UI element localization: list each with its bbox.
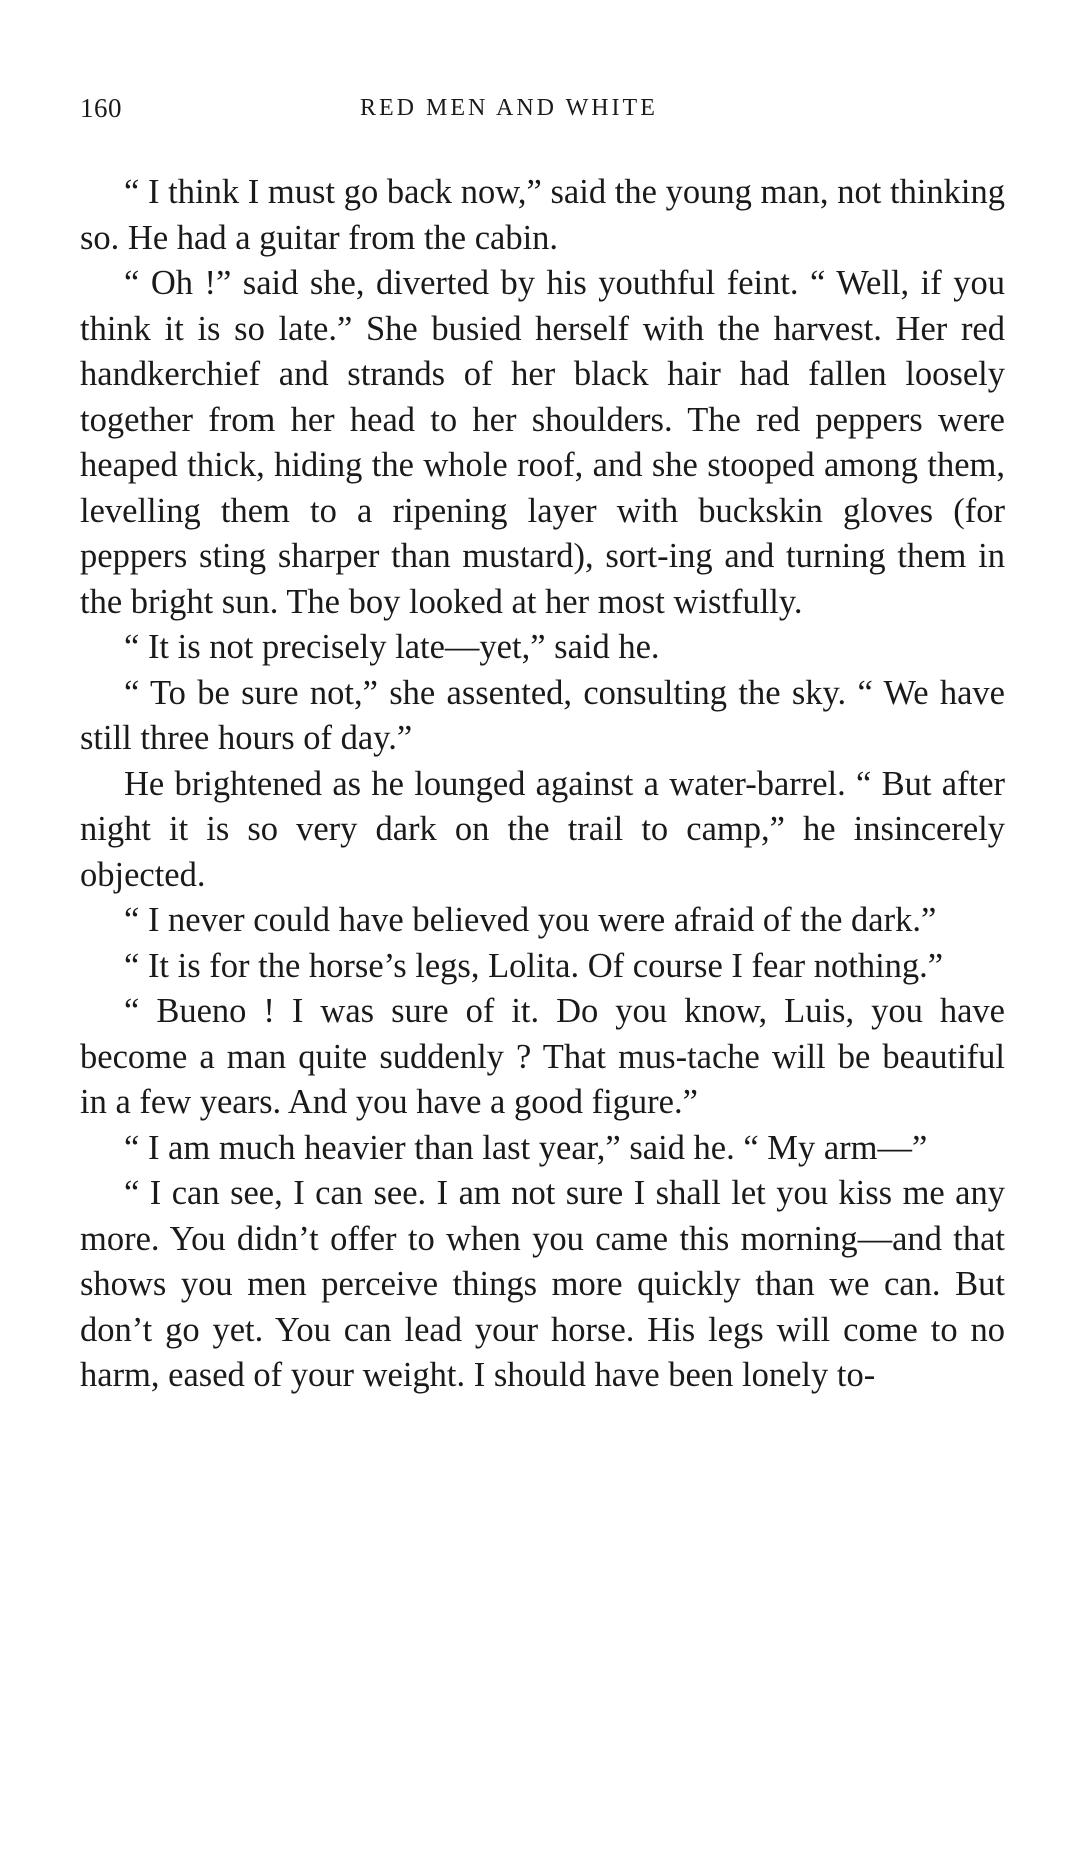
paragraph: “ I never could have believed you were afraid of the dark.” [124,901,937,939]
paragraph: “ I can see, I can see. I am not sure I shall let you kiss me any more. You didn’t offer to when you came this morning—and that shows you men perceive things more quickly than we can. But don’t go yet. You can lead your horse. His legs will come to no harm, eased of your weight. I should have been lonely to- [80,1174,1005,1394]
body-text [80,170,1005,1399]
book-title: RED MEN AND WHITE [360,95,658,121]
page-number: 160 [80,93,122,123]
paragraph: “ Bueno ! I was sure of it. Do you know, Luis, you have become a man quite suddenly ? That mus-tache will be beautiful in a few years. And you have a good figure.” [80,992,1005,1121]
running-head [80,93,1010,133]
paragraph: “ I think I must go back now,” said the young man, not thinking so. He had a guitar from the cabin. [80,173,1005,257]
paragraph: He brightened as he lounged against a water-barrel. “ But after night it is so very dark on the trail to camp,” he insincerely objected. [80,764,1005,894]
paragraph: “ It is not precisely late—yet,” said he. [124,628,660,666]
paragraph: “ I am much heavier than last year,” said he. “ My arm—” [124,1128,928,1167]
paragraph: “ Oh !” said she, diverted by his youthful feint. “ Well, if you think it is so late.” She busied herself with the harvest. Her red handkerchief and strands of her black hair had fallen loosely together from her head to her shoulders. The red peppers were heaped thick, hiding the whole roof, and she stooped among them, levelling them to a ripening layer with buckskin gloves (for peppers sting sharper than mustard), sort-ing and turning them in the bright sun. The boy looked at her most wistfully. [80,264,1005,621]
paragraph: “ To be sure not,” she assented, consulting the sky. “ We have still three hours of day.” [80,673,1005,757]
paragraph: “ It is for the horse’s legs, Lolita. Of course I fear nothing.” [124,946,944,985]
